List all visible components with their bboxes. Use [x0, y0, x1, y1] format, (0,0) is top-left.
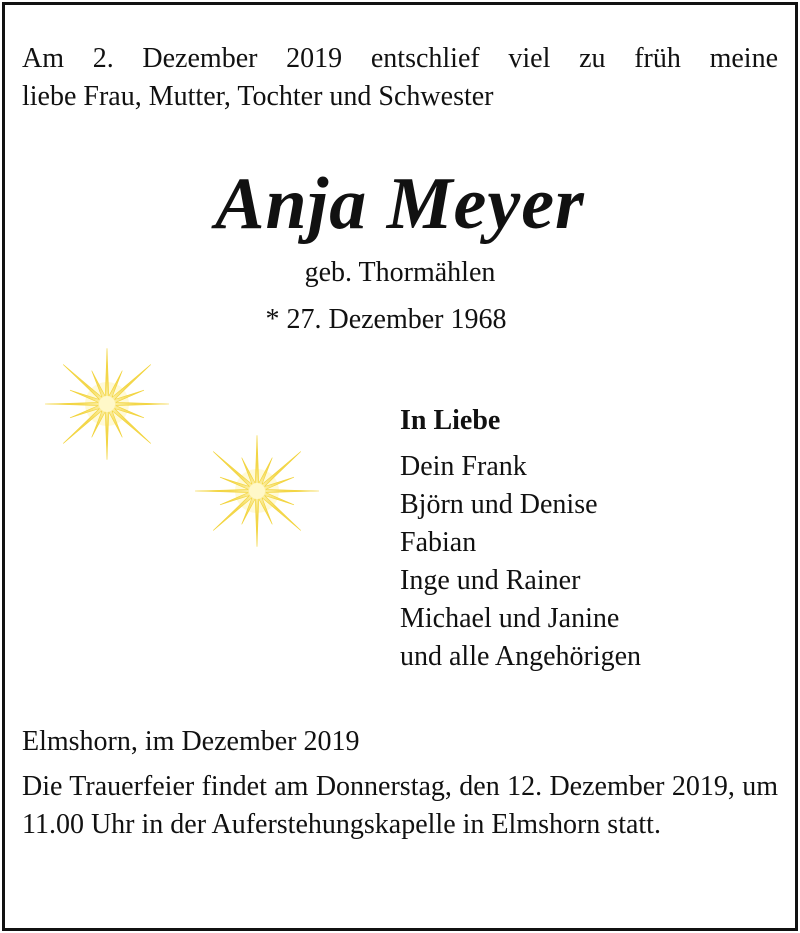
mourner-name: Inge und Rainer [400, 565, 581, 596]
intro-text [22, 40, 778, 116]
intro-line-2: liebe Frau, Mutter, Tochter und Schwester [22, 81, 494, 112]
birth-date: * 27. Dezember 1968 [265, 304, 507, 335]
mourners-list [400, 448, 760, 676]
deceased-name: Anja Meyer [215, 163, 585, 245]
signoff-heading: In Liebe [400, 405, 501, 436]
star-icon [40, 345, 175, 463]
mourner-name: Dein Frank [400, 451, 527, 482]
mourner-name: Michael und Janine [400, 603, 620, 634]
place-date: Elmshorn, im Dezember 2019 [22, 726, 360, 757]
mourner-name: Fabian [400, 527, 477, 558]
maiden-name: geb. Thormählen [304, 257, 496, 288]
signoff-block [400, 402, 760, 676]
mourner-name: und alle Angehörigen [400, 641, 642, 672]
funeral-service-text: Die Trauerfeier findet am Donnerstag, den 12. Dezember 2019, um 11.00 Uhr in der Auferstehungskapelle in Elmshorn statt. [22, 771, 778, 840]
star-icon [190, 432, 325, 550]
mourner-name: Björn und Denise [400, 489, 598, 520]
intro-line-1: Am 2. Dezember 2019 entschlief viel zu früh meine [22, 43, 778, 74]
